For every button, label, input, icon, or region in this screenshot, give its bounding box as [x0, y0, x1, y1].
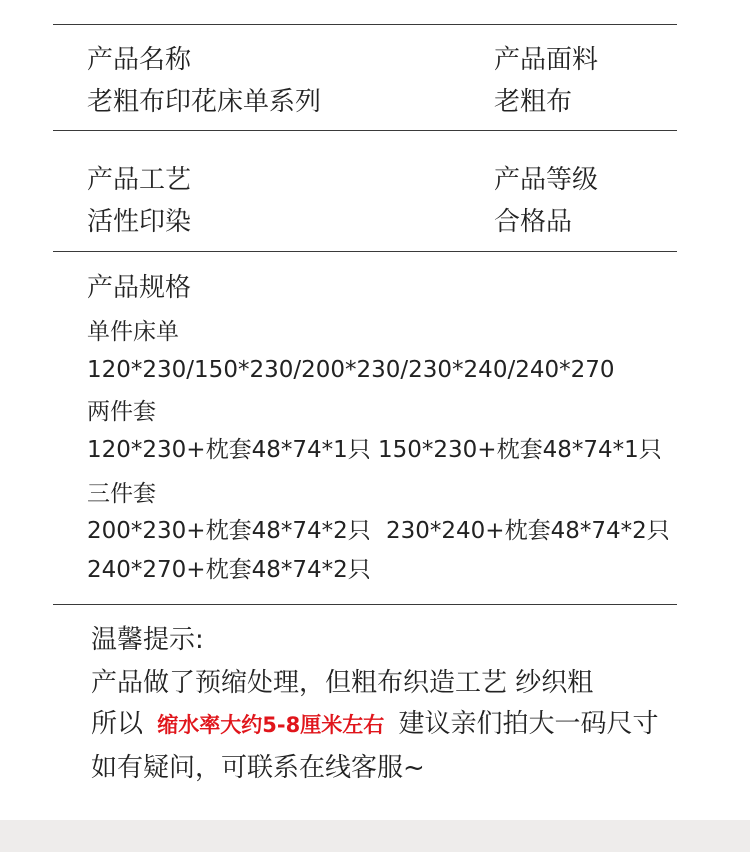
tips-line-1: 产品做了预缩处理，但粗布织造工艺 纱织粗 [91, 668, 594, 698]
footer-band [0, 820, 750, 852]
product-grade-label: 产品等级 [494, 165, 599, 195]
product-fabric-label: 产品面料 [494, 45, 599, 75]
single-sheet-sizes: 120*230/150*230/200*230/230*240/240*270 [87, 357, 615, 383]
tips-line-2-suffix: 建议亲们拍大一码尺寸 [398, 709, 659, 739]
two-piece-title: 两件套 [87, 399, 156, 425]
product-name-value: 老粗布印花床单系列 [87, 87, 322, 117]
three-piece-set-2: 230*240+枕套48*74*2只 [386, 518, 670, 544]
two-piece-set-2: 150*230+枕套48*74*1只 [378, 437, 662, 463]
single-sheet-title: 单件床单 [87, 319, 179, 345]
product-name-label: 产品名称 [87, 45, 192, 75]
tips-title: 温馨提示: [91, 625, 204, 655]
tips-line-2-prefix: 所以 [91, 709, 144, 739]
divider-3 [53, 604, 677, 605]
three-piece-title: 三件套 [87, 481, 156, 507]
three-piece-set-3: 240*270+枕套48*74*2只 [87, 557, 371, 583]
tips-line-3: 如有疑问，可联系在线客服~ [91, 753, 425, 783]
specs-label: 产品规格 [87, 273, 192, 303]
product-grade-value: 合格品 [494, 207, 573, 237]
shrinkage-highlight: 缩水率大约5-8厘米左右 [157, 713, 385, 737]
three-piece-set-1: 200*230+枕套48*74*2只 [87, 518, 371, 544]
product-craft-label: 产品工艺 [87, 165, 192, 195]
product-fabric-value: 老粗布 [494, 87, 573, 117]
divider-2 [53, 251, 677, 252]
product-craft-value: 活性印染 [87, 207, 192, 237]
two-piece-set-1: 120*230+枕套48*74*1只 [87, 437, 371, 463]
divider-1 [53, 130, 677, 131]
divider-top [53, 24, 677, 25]
tips-line-2 [91, 711, 659, 737]
